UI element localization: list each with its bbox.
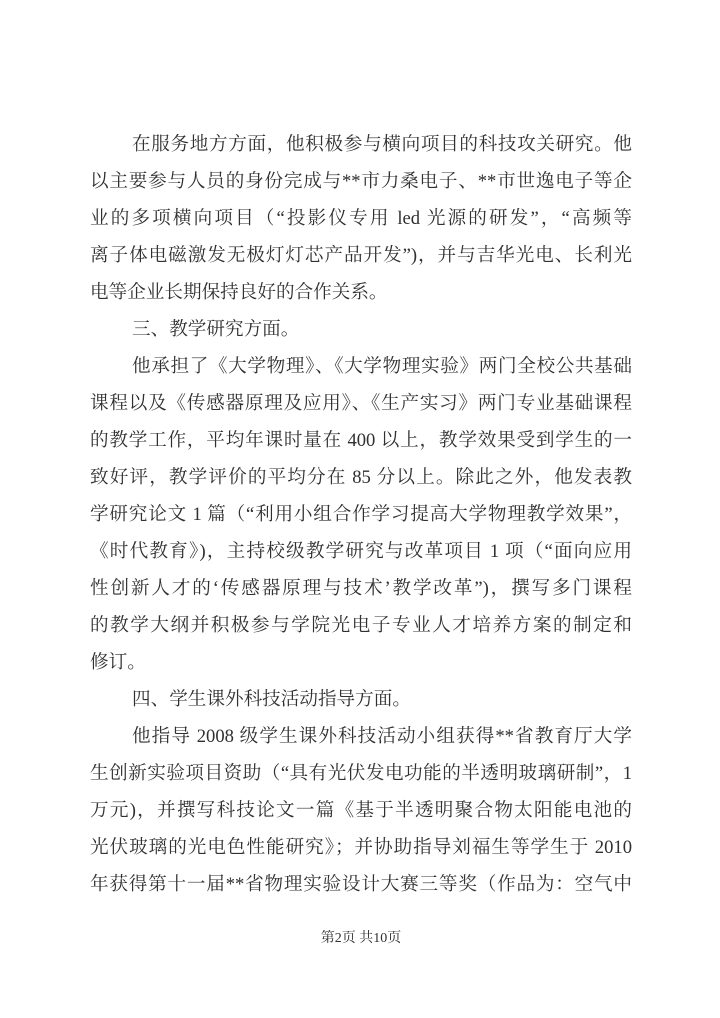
text-line: 三、教学研究方面。	[132, 319, 300, 340]
text-line: 的教学大纲并积极参与学院光电子专业人才培养方案的制定和	[90, 615, 632, 636]
page-number-label: 第2页 共10页	[320, 931, 402, 946]
text-line: 他承担了《大学物理》、《大学物理实验》两门全校公共基础	[132, 356, 632, 377]
text-line: 致好评，教学评价的平均分在 85 分以上。除此之外，他发表教	[90, 467, 632, 488]
text-line: 学研究论文 1 篇（“利用小组合作学习提高大学物理教学效果”，	[90, 504, 632, 525]
text-line: 性创新人才的‘传感器原理与技术’教学改革”)，撰写多门课程	[90, 578, 632, 599]
text-line: 的教学工作，平均年课时量在 400 以上，教学效果受到学生的一	[90, 430, 632, 451]
document-body	[90, 126, 632, 903]
text-line: 生创新实验项目资助（“具有光伏发电功能的半透明玻璃研制”，1	[90, 763, 632, 784]
text-line: 在服务地方方面，他积极参与横向项目的科技攻关研究。他	[132, 134, 632, 155]
paragraph-heading-teaching-research	[90, 311, 632, 348]
text-line: 光伏玻璃的光电色性能研究》；并协助指导刘福生等学生于 2010	[90, 837, 632, 858]
paragraph-teaching-research-detail	[90, 348, 632, 681]
text-line: 离子体电磁激发无极灯灯芯产品开发”)，并与吉华光电、长利光	[90, 245, 632, 266]
paragraph-service-to-local-industry	[90, 126, 632, 311]
text-line: 年获得第十一届**省物理实验设计大赛三等奖（作品为：空气中	[90, 874, 632, 895]
paragraph-student-activity-detail	[90, 718, 632, 903]
text-line: 修订。	[90, 652, 146, 673]
text-line: 四、学生课外科技活动指导方面。	[132, 689, 411, 710]
text-line: 《时代教育》)，主持校级教学研究与改革项目 1 项（“面向应用	[90, 541, 632, 562]
text-line: 课程以及《传感器原理及应用》、《生产实习》两门专业基础课程	[90, 393, 632, 414]
text-line: 万元)，并撰写科技论文一篇《基于半透明聚合物太阳能电池的	[90, 800, 632, 821]
page-footer	[90, 929, 632, 949]
text-line: 他指导 2008 级学生课外科技活动小组获得**省教育厅大学	[132, 726, 632, 747]
text-line: 以主要参与人员的身份完成与**市力桑电子、**市世逸电子等企	[90, 171, 632, 192]
text-line: 电等企业长期保持良好的合作关系。	[90, 282, 388, 303]
paragraph-heading-student-activity	[90, 681, 632, 718]
text-line: 业的多项横向项目（“投影仪专用 led 光源的研发”，“高频等	[90, 208, 632, 229]
